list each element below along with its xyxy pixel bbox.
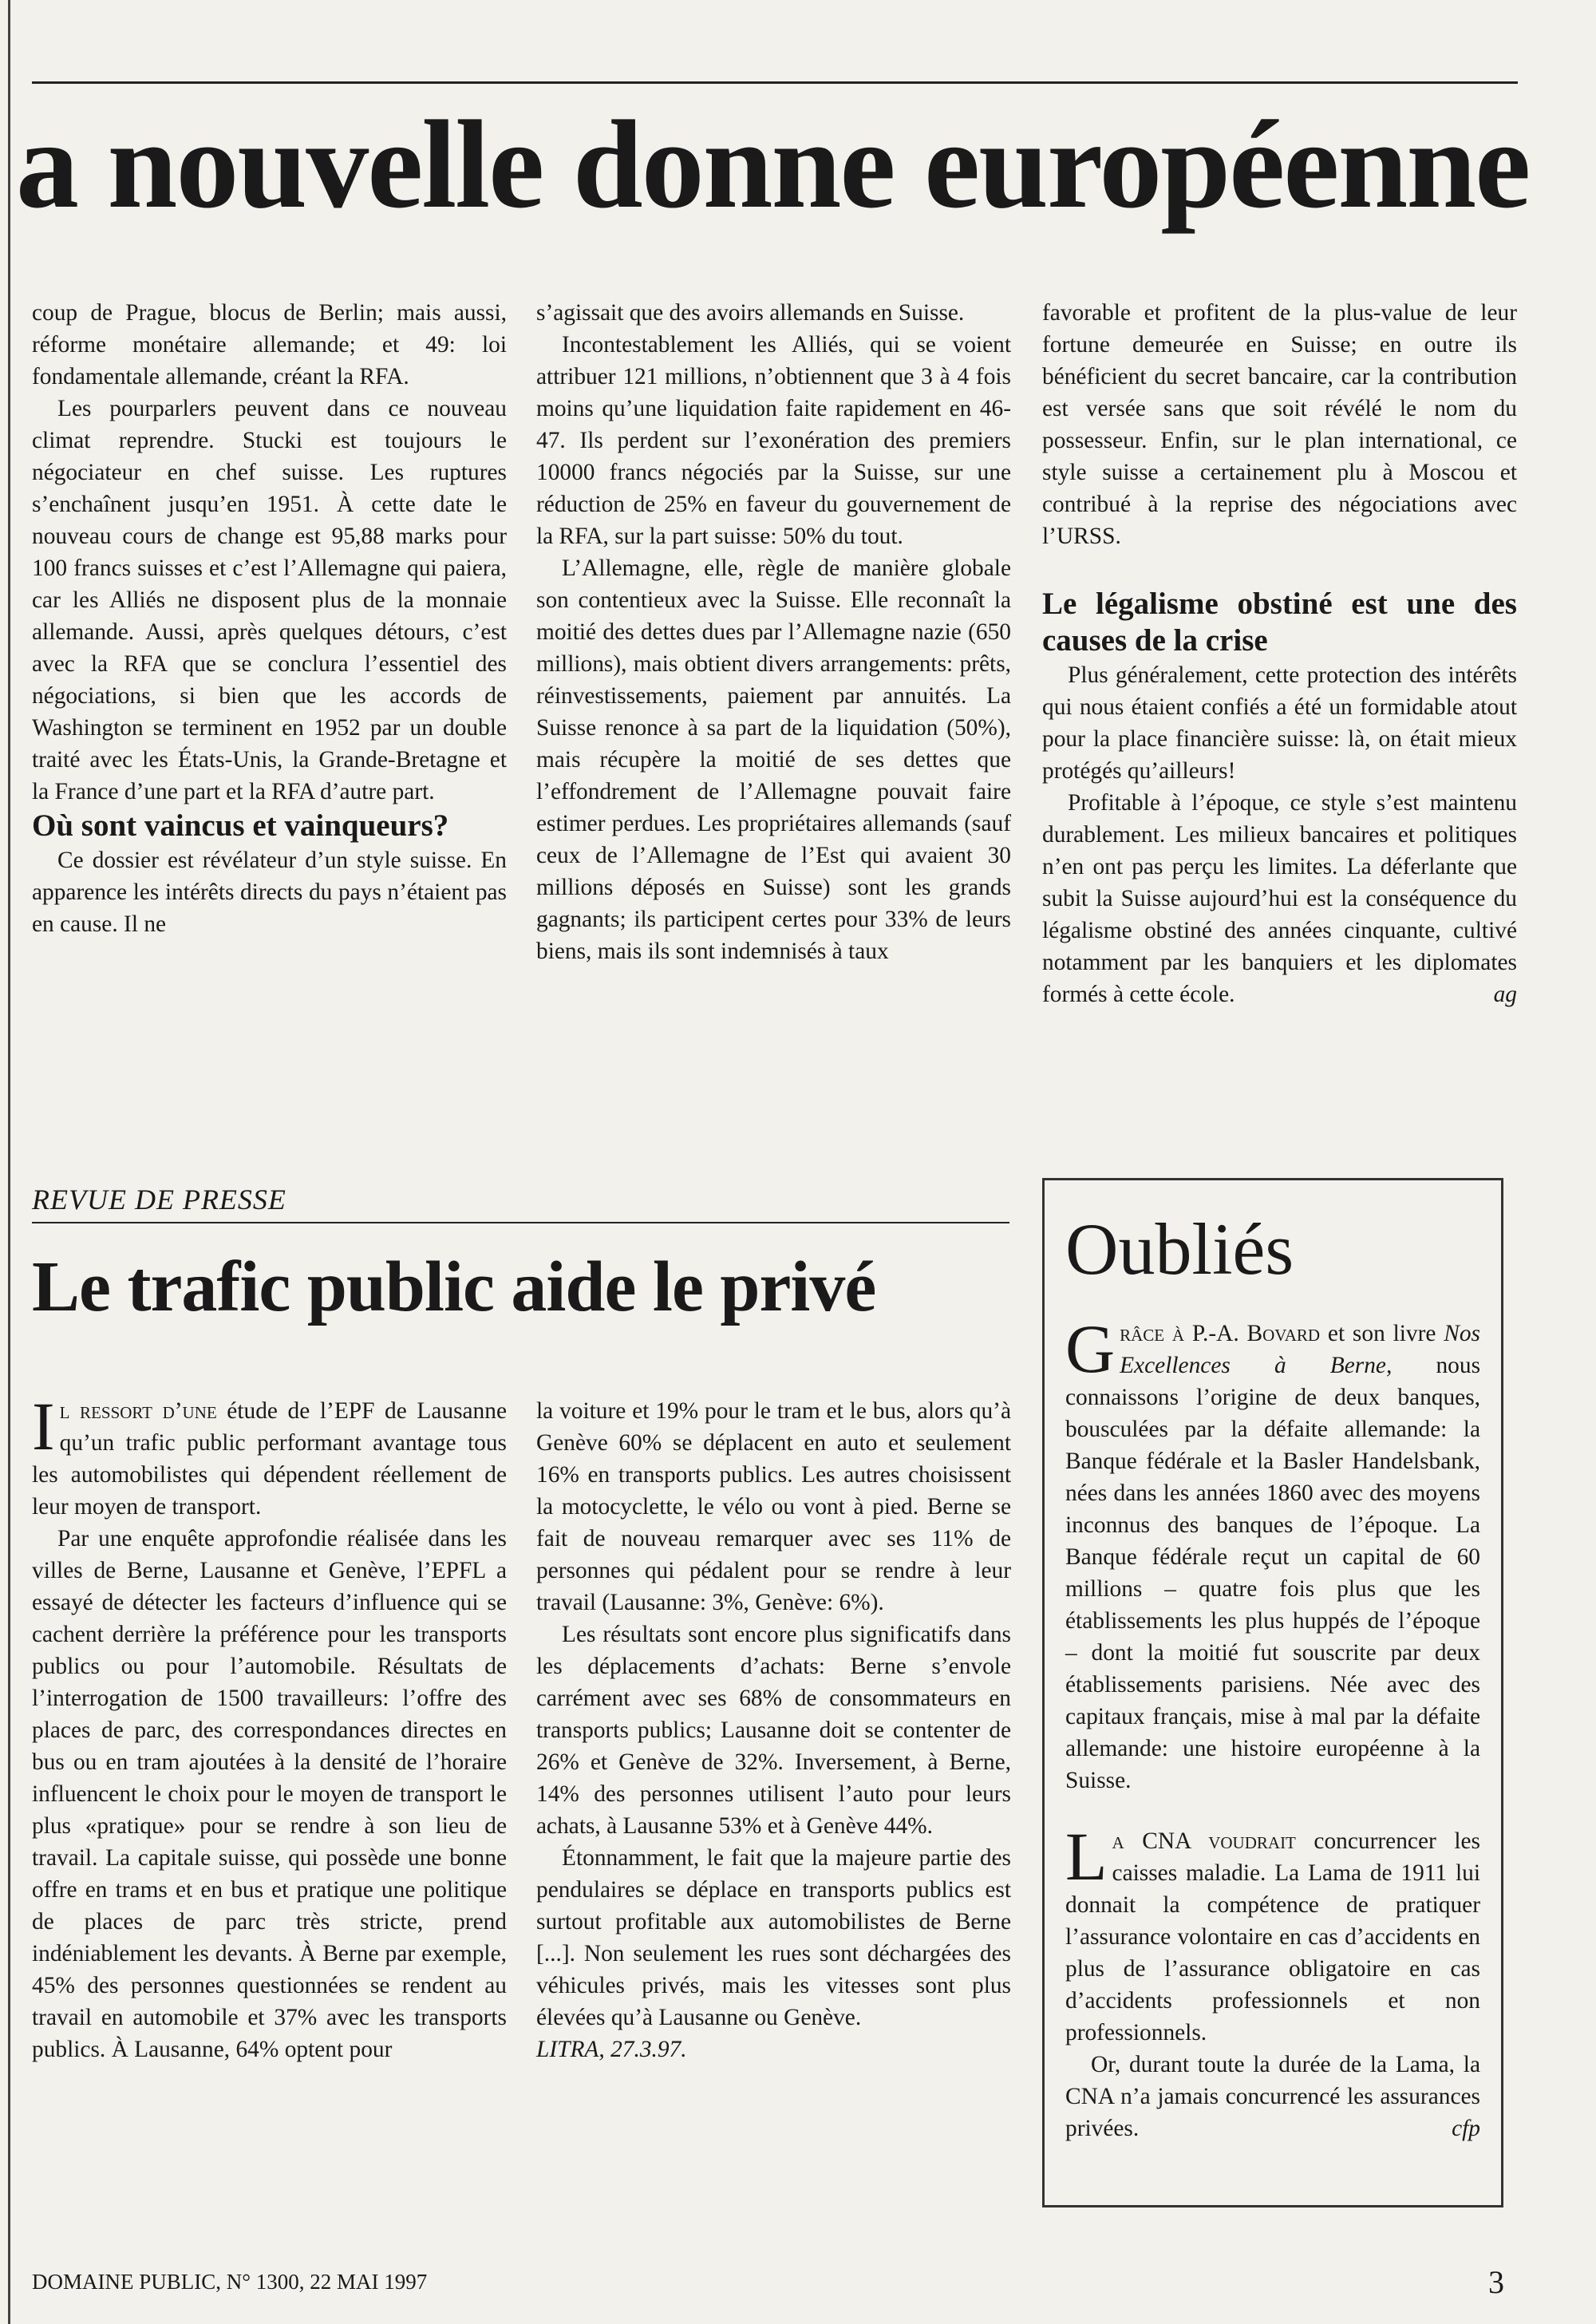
paragraph: coup de Prague, blocus de Berlin; mais aussi, réforme monétaire allemande; et 49: loi fondamentale allemande, créant la RFA. (32, 300, 507, 389)
paragraph: la voiture et 19% pour le tram et le bus, alors qu’à Genève 60% se déplacent en auto et seulement 16% en transports publics. Les autres choisissent la motocyclette, le vélo ou vont à pied. Berne se fait de nouveau remarquer avec ses 11% de personnes qui pédalent pour se rendre à leur travail (Lausanne: 3%, Genève: 6%). (536, 1398, 1011, 1615)
paragraph-text: nous connaissons l’origine de deux banques, bousculées par la défaite allemande: la Banque fédérale et la Basler Handelsbank, nées dans les années 1860 avec des moyens inconnus des banques de l’époque. La Banque fédérale reçut un capital de 60 millions – quatre fois plus que les établissements les plus huppés de l’époque – dont la moitié fut souscrite par deux établissements parisiens. Née avec des capitaux français, mise à mal par la défaite allemande: une histoire européenne à la Suisse. (1065, 1353, 1481, 1793)
author-signature: cfp (1452, 2116, 1480, 2141)
sidebar-item-2 (1065, 1818, 1480, 2144)
lead-in: râce à P.-A. Bovard (1120, 1321, 1321, 1346)
page-edge (8, 0, 10, 2324)
top-rule (32, 81, 1518, 84)
paragraph-text: concurrencer les caisses maladie. La Lama de 1911 lui donnait la compétence de pratiquer l’assurance volontaire en cas d’accidents en plus de l’assurance obligatoire en cas d’accidents professionnels et non professionnels. (1065, 1828, 1480, 2045)
paragraph-text: Profitable à l’époque, ce style s’est maintenu durablement. Les milieux bancaires et politiques n’en ont pas perçu les limites. La déferlante que subit la Suisse aujourd’hui est la conséquence du légalisme obstiné des années cinquante, cultivé notamment par les banquiers et les diplomates formés à cette école. (1042, 790, 1517, 1007)
page-footer (32, 2264, 1504, 2300)
drop-cap: L (1065, 1818, 1108, 1895)
subheading: Où sont vaincus et vainqueurs? (32, 808, 449, 843)
article2-column-2 (536, 1395, 1011, 2065)
paragraph: s’agissait que des avoirs allemands en Suisse. (536, 300, 965, 326)
paragraph: Étonnamment, le fait que la majeure partie des pendulaires se déplace en transports publics est surtout profitable aux automobilistes de Berne [...]. Non seulement les rues sont déchargées des véhicules privés, mais les vitesses sont plus élevées qu’à Lausanne ou Genève. (536, 1845, 1011, 2030)
paragraph (1042, 787, 1517, 1010)
paragraph: favorable et profitent de la plus-value de leur fortune demeurée en Suisse; en outre ils bénéficient du secret bancaire, car la contribution est versée sans que soit révélé le nom du possesseur. Enfin, sur le plan international, ce style suisse a certainement plu à Moscou et contribué à la reprise des négociations avec l’URSS. (1042, 300, 1517, 549)
publication-info: DOMAINE PUBLIC, N° 1300, 22 MAI 1997 (32, 2270, 428, 2294)
sidebar-item-1 (1065, 1310, 1481, 1796)
paragraph (1065, 1818, 1480, 2049)
section-rule (32, 1222, 1009, 1223)
page-number: 3 (1488, 2264, 1504, 2300)
paragraph (32, 1388, 507, 1523)
article1-column-2 (536, 297, 1011, 967)
drop-cap: G (1065, 1310, 1116, 1387)
article2-column-1 (32, 1388, 507, 2065)
sidebar-title: Oubliés (1065, 1208, 1294, 1290)
paragraph-text: étude de l’EPF de Lausanne qu’un trafic public performant avantage tous les automobilistes qui dépendent réellement de leur moyen de transport. (32, 1398, 507, 1520)
subheading: Le légalisme obstiné est une des causes de la crise (1042, 587, 1517, 658)
lead-in: a CNA voudrait (1112, 1828, 1296, 1854)
lead-in: l ressort d’une (59, 1398, 217, 1424)
article1-column-1 (32, 297, 507, 940)
paragraph: Les résultats sont encore plus significatifs dans les déplacements d’achats: Berne s’envole carrément avec ses 68% de consommateurs en transports publics; Lausanne doit se contenter de 26% et Genève de 32%. Inversement, à Berne, 14% des personnes utilisent l’auto pour leurs achats, à Lausanne 53% et à Genève 44%. (536, 1622, 1011, 1839)
article1-column-3 (1042, 297, 1517, 1010)
drop-cap: I (32, 1388, 55, 1464)
paragraph: L’Allemagne, elle, règle de manière globale son contentieux avec la Suisse. Elle reconnaît la moitié des dettes dues par l’Allemagne nazie (650 millions), mais obtient divers arrangements: prêts, réinvestissements, paiement par annuités. La Suisse renonce à sa part de la liquidation (50%), mais récupère la moitié de ses dettes que l’effondrement de l’Allemagne pouvait faire estimer perdues. Les propriétaires allemands (sauf ceux de l’Allemagne de l’Est qui avaient 30 millions déposés en Suisse) sont les grands gagnants; ils participent certes pour 33% de leurs biens, mais ils sont indemnisés à taux (536, 555, 1011, 964)
paragraph: Ce dossier est révélateur d’un style suisse. En apparence les intérêts directs du pays n’étaient pas en cause. Il ne (32, 848, 507, 937)
article2-headline: Le trafic public aide le privé (32, 1247, 876, 1326)
paragraph-text: et son livre (1320, 1321, 1444, 1346)
section-kicker: REVUE DE PRESSE (32, 1184, 286, 1215)
paragraph (1065, 1310, 1481, 1796)
paragraph: Les pourparlers peuvent dans ce nouveau climat reprendre. Stucki est toujours le négociateur en chef suisse. Les ruptures s’enchaînent jusqu’en 1951. À cette date le nouveau cours de change est 95,88 marks pour 100 francs suisses et c’est l’Allemagne qui paiera, car les Alliés ne disposent plus de la monnaie allemande. Aussi, après quelques détours, c’est avec la RFA que se conclura l’essentiel des négociations, si bien que les accords de Washington se terminent en 1952 par un double traité avec les États-Unis, la Grande-Bretagne et la France d’une part et la RFA d’autre part. (32, 396, 507, 804)
sidebar-box (1042, 1178, 1503, 2207)
paragraph: Plus généralement, cette protection des intérêts qui nous étaient confiés a été un formidable atout pour la place financière suisse: là, on était mieux protégés qu’ailleurs! (1042, 662, 1517, 784)
author-signature: ag (1493, 982, 1517, 1007)
article1-headline: a nouvelle donne européenne (16, 95, 1530, 235)
paragraph-text: Or, durant toute la durée de la Lama, la CNA n’a jamais concurrencé les assurances privées. (1065, 2052, 1480, 2141)
book-title: Nos Excellences à Berne, (1120, 1321, 1480, 1378)
paragraph: Incontestablement les Alliés, qui se voient attribuer 121 millions, n’obtiennent que 3 à 4 fois moins qu’une liquidation faite rapidement en 46-47. Ils perdent sur l’exonération des premiers 10000 francs négociés par la Suisse, sur une réduction de 25% en faveur du gouvernement de la RFA, sur la part suisse: 50% du tout. (536, 332, 1011, 549)
paragraph (1065, 2049, 1480, 2144)
paragraph: Par une enquête approfondie réalisée dans les villes de Berne, Lausanne et Genève, l’EPFL a essayé de détecter les facteurs d’influence qui se cachent derrière la préférence pour les transports publics ou pour l’automobile. Résultats de l’interrogation de 1500 travailleurs: l’offre des places de parc, des correspondances directes en bus ou en tram ajoutées à la densité de l’horaire influencent le choix pour le moyen de transport le plus «pratique» pour se rendre à son lieu de travail. La capitale suisse, qui possède une bonne offre en trams et en bus et pratique une politique de places de parc très stricte, prend indéniablement les devants. À Berne par exemple, 45% des personnes questionnées se rendent au travail en automobile et 37% avec les transports publics. À Lausanne, 64% optent pour (32, 1526, 507, 2062)
source-citation: LITRA, 27.3.97. (536, 2037, 687, 2062)
